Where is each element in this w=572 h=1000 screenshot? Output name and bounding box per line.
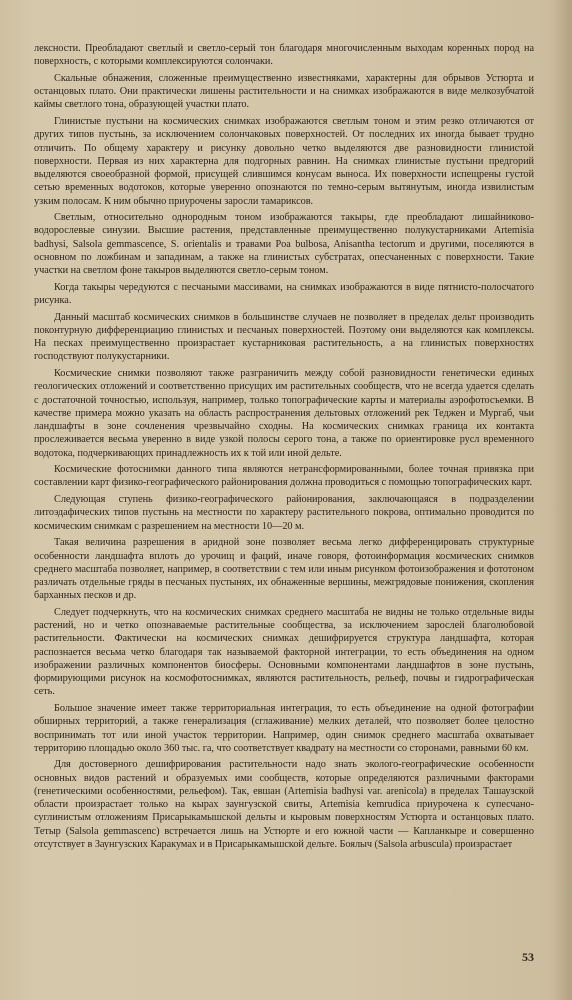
paragraph: Данный масштаб космических снимков в большинстве случаев не позволяет в пределах дельт производить поконтурную дифференциацию глинистых и песчаных поверхностей. Поэтому они выделяются как комплексы. На песках преимущественно произрастает кустарниковая растительность, а на глинистых поверхностях господствуют полукустарники. — [34, 311, 534, 363]
paragraph: лексности. Преобладают светлый и светло-серый тон благодаря многочисленным выходам коренных пород на поверхность, с которыми комплексируются солончаки. — [34, 43, 534, 68]
paragraph: Для достоверного дешифрирования растительности надо знать эколого-географические особенности основных видов растений и образуемых ими сообществ, которые определяются различными факторами (генетическими особенностями, рельефом). Так, евшан (Artemisia badhysi var. arenicola) в пределах Ташаузской области произрастает только на кырах заунгузской свиты, Artemisia kemrudica приурочена к супесчано-суглинистым отложениям Присарыкамышской дельты и кыровым поверхностям Устюрта и останцовых плато. Тетыр (Salsola gemmascenc) встречается лишь на Устюрте и его южной части — Капланкыре и совершенно отсутствует в Заунгузских Каракумах и в Присарыкамышской дельте. Боялыч (Salsola arbuscula) произрастает — [34, 759, 534, 850]
page-number: 53 — [522, 950, 534, 964]
paragraph: Такая величина разрешения в аридной зоне позволяет весьма легко дифференцировать структурные особенности ландшафта вплоть до урочищ и фаций, иначе говоря, фотоинформация космических снимков среднего масштаба позволяет, например, в соответствии с тем или иным рисунком фотоизображения и фототоном различать отдельные гряды в песчаных пустынях, их обнаженные вершины, межгрядовые понижения, скопления барханных песков и др. — [34, 537, 534, 602]
paragraph: Глинистые пустыни на космических снимках изображаются светлым тоном и этим резко отличаются от других типов пустынь, за исключением солончаковых поверхностей. От последних их иногда бывает трудно отличить. По общему характеру и рисунку довольно четко выделяются две разновидности глинистой поверхности. Первая из них характерна для подгорных равнин. На снимках глинистые пустыни предгорий выделяются своеобразной формой, присущей слившимся конусам выноса. Их поверхности испещрены густой сетью временных водотоков, которые уверенно опознаются по темно-серым вытянутым, иногда извилистым узким полосам. К ним обычно приурочены заросли тамариксов. — [34, 116, 534, 207]
paragraph: Следующая ступень физико-географического районирования, заключающаяся в подразделении литоэдафических типов пустынь на местности по характеру растительного покрова, оптимально проводится по космическим снимкам с разрешением на местности 10—20 м. — [34, 494, 534, 532]
paragraph: Скальные обнажения, сложенные преимущественно известняками, характерны для обрывов Устюрта и останцовых плато. Они практически лишены растительности и на снимках изображаются в виде мелкозубчатой каймы светлого тона, образующей участки плато. — [34, 72, 534, 111]
paragraph: Светлым, относительно однородным тоном изображаются такыры, где преобладают лишайниково-водорослевые синузии. Высшие растения, представленные преимущественно полукустарниками Artemisia badhysi, Salsola gemmascence, S. orientalis и травами Poa bulbosa, Anisantha tectorum и другими, поселяются в основном по ложбинам и западинам, а также на глинистых субстратах, опесчаненных с поверхности. Такие участки на светлом фоне такыров выделяются светло-серым тоном. — [34, 212, 534, 277]
body-text — [34, 42, 534, 855]
binding-shadow — [550, 0, 572, 1000]
paragraph: Космические снимки позволяют также разграничить между собой разновидности генетически единых геологических отложений и соответственно присущих им растительных сообществ, что не всегда удается сделать с достаточной точностью, используя, например, только топографические карты и материалы аэрофотосъемки. В качестве примера можно указать на область распространения дельтовых отложений рек Теджен и Мургаб, чьи ландшафты в зоне сочленения чрезвычайно сходны. На космических снимках граница их контакта прослеживается весьма уверенно в виде узкой полосы серого тона, а также по ориентировке русл временного водотока, подчеркивающих принадлежность их к той или иной дельте. — [34, 368, 534, 459]
paragraph: Большое значение имеет также территориальная интеграция, то есть объединение на одной фотографии обширных территорий, а также генерализация (сглаживание) мелких деталей, что позволяет более целостно воспринимать тот или иной участок территории. Например, один снимок среднего масштаба охватывает территорию площадью около 360 тыс. га, что соответствует квадрату на местности со сторонами, равными 60 км. — [34, 703, 534, 754]
paragraph: Космические фотоснимки данного типа являются нетрансформированными, более точная привязка при составлении карт физико-географического районирования должна проводиться с помощью топографических карт. — [34, 464, 534, 489]
paragraph: Когда такыры чередуются с песчаными массивами, на снимках изображаются в виде пятнисто-полосчатого рисунка. — [34, 281, 534, 307]
paragraph: Следует подчеркнуть, что на космических снимках среднего масштаба не видны не только отдельные виды растений, но и четко опознаваемые растительные сообщества, за исключением зарослей благолюбовой растительности. Фактически на космических снимках дешифрируется структура ландшафта, которая распознается весьма четко благодаря так называемой факторной интеграции, то есть объединения на одном изображении различных компонентов биосферы. Основными компонентами ландшафтов в зоне пустынь, формирующими рисунок на космофотоснимках, являются растительность, рельеф, почвы и гидрографическая сеть. — [34, 606, 534, 698]
